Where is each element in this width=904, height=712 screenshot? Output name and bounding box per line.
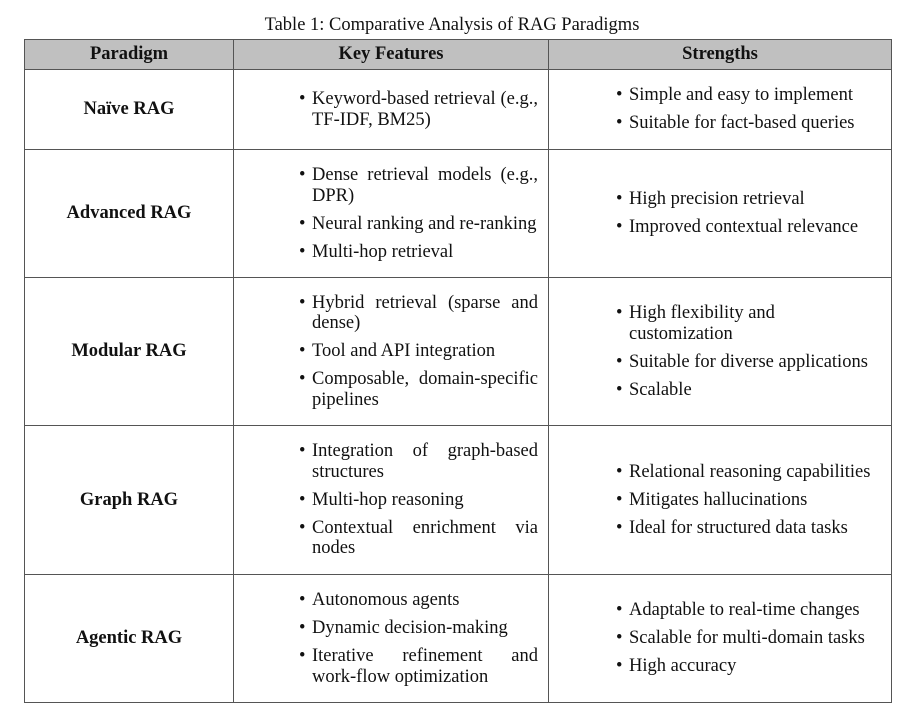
feature-text: Autonomous agents <box>312 590 460 610</box>
feature-list <box>299 292 538 411</box>
feature-item <box>299 441 538 482</box>
strength-text: Scalable <box>629 379 692 400</box>
strength-item <box>616 217 883 238</box>
feature-text: Integration of graph-based structures <box>312 441 538 482</box>
strength-text: Relational reasoning capabilities <box>629 461 871 482</box>
feature-item <box>299 590 538 611</box>
strength-item <box>616 113 883 134</box>
feature-item <box>299 213 538 235</box>
header-row <box>25 40 892 70</box>
features-cell <box>234 70 549 150</box>
bullet-icon: • <box>299 369 306 390</box>
feature-text: Neural ranking and re-ranking <box>312 213 537 234</box>
feature-text: Dense retrieval models (e.g., DPR) <box>312 165 538 206</box>
strength-text: High precision retrieval <box>629 189 805 210</box>
strength-item <box>616 489 883 511</box>
feature-list <box>299 89 538 130</box>
bullet-icon: • <box>299 590 306 610</box>
feature-item <box>299 241 538 263</box>
strength-text: Simple and easy to implement <box>629 85 854 106</box>
feature-text: Multi-hop retrieval <box>312 241 454 262</box>
feature-item <box>299 165 538 206</box>
strength-item <box>616 656 883 677</box>
bullet-icon: • <box>616 489 623 510</box>
strength-list <box>616 189 883 238</box>
header-key-features: Key Features <box>234 40 549 70</box>
bullet-icon: • <box>616 113 623 134</box>
strength-item <box>616 303 883 344</box>
feature-item <box>299 489 538 511</box>
strength-text: Adaptable to real-time changes <box>629 600 860 621</box>
strength-text: Ideal for structured data tasks <box>629 517 848 538</box>
strength-list <box>616 461 883 539</box>
features-cell <box>234 150 549 278</box>
header-strengths: Strengths <box>549 40 892 70</box>
bullet-icon: • <box>299 213 306 234</box>
paradigm-cell: Agentic RAG <box>25 575 234 703</box>
bullet-icon: • <box>299 646 306 666</box>
bullet-icon: • <box>299 241 306 262</box>
strength-item <box>616 189 883 210</box>
strength-item <box>616 351 883 373</box>
feature-item <box>299 646 538 687</box>
feature-text: Tool and API integration <box>312 341 496 362</box>
strength-text: Mitigates hallucinations <box>629 489 808 510</box>
strength-item <box>616 517 883 539</box>
bullet-icon: • <box>616 85 623 106</box>
bullet-icon: • <box>616 351 623 372</box>
strength-item <box>616 628 883 649</box>
feature-text: Composable, domain-specific pipelines <box>312 369 538 410</box>
strength-text: High flexibility and customization <box>629 303 775 344</box>
table-row <box>25 426 892 575</box>
bullet-icon: • <box>616 517 623 538</box>
strength-item <box>616 461 883 483</box>
bullet-icon: • <box>616 656 623 677</box>
strengths-cell <box>549 150 892 278</box>
paradigm-cell: Modular RAG <box>25 278 234 426</box>
comparison-table <box>24 39 892 703</box>
feature-text: Dynamic decision-making <box>312 618 508 638</box>
bullet-icon: • <box>616 600 623 621</box>
feature-text: Hybrid retrieval (sparse and dense) <box>312 292 538 334</box>
bullet-icon: • <box>616 303 623 323</box>
table-row <box>25 150 892 278</box>
strength-list <box>616 85 883 134</box>
bullet-icon: • <box>616 379 623 400</box>
bullet-icon: • <box>299 489 306 510</box>
strength-item <box>616 85 883 106</box>
paradigm-cell: Graph RAG <box>25 426 234 575</box>
bullet-icon: • <box>299 89 306 109</box>
bullet-icon: • <box>299 517 306 538</box>
features-cell <box>234 575 549 703</box>
table-row <box>25 575 892 703</box>
bullet-icon: • <box>616 628 623 649</box>
bullet-icon: • <box>616 217 623 238</box>
feature-item <box>299 292 538 334</box>
header-paradigm: Paradigm <box>25 40 234 70</box>
paradigm-cell: Advanced RAG <box>25 150 234 278</box>
strength-item <box>616 600 883 621</box>
bullet-icon: • <box>299 618 306 638</box>
strength-text: Improved contextual relevance <box>629 217 859 238</box>
table-row <box>25 70 892 150</box>
strengths-cell <box>549 575 892 703</box>
bullet-icon: • <box>299 292 306 313</box>
bullet-icon: • <box>616 461 623 482</box>
features-cell <box>234 278 549 426</box>
feature-text: Multi-hop reasoning <box>312 489 464 510</box>
strength-text: Scalable for multi-domain tasks <box>629 628 865 649</box>
strength-text: Suitable for diverse applications <box>629 351 868 372</box>
paradigm-cell: Naïve RAG <box>25 70 234 150</box>
feature-item <box>299 369 538 410</box>
feature-item <box>299 89 538 130</box>
strengths-cell <box>549 70 892 150</box>
strength-list <box>616 600 883 677</box>
features-cell <box>234 426 549 575</box>
feature-item <box>299 618 538 639</box>
feature-list <box>299 590 538 687</box>
table-caption: Table 1: Comparative Analysis of RAG Paradigms <box>264 15 640 35</box>
strength-text: Suitable for fact-based queries <box>629 113 855 134</box>
feature-item <box>299 517 538 559</box>
feature-list <box>299 441 538 559</box>
feature-text: Iterative refinement and work-flow optimization <box>312 646 538 687</box>
bullet-icon: • <box>299 165 306 185</box>
bullet-icon: • <box>299 341 306 362</box>
table-row <box>25 278 892 426</box>
strengths-cell <box>549 278 892 426</box>
strength-list <box>616 303 883 400</box>
bullet-icon: • <box>299 441 306 462</box>
feature-text: Keyword-based retrieval (e.g., TF-IDF, BM25) <box>312 89 538 130</box>
bullet-icon: • <box>616 189 623 210</box>
feature-list <box>299 165 538 262</box>
strength-item <box>616 379 883 401</box>
feature-item <box>299 341 538 362</box>
strengths-cell <box>549 426 892 575</box>
feature-text: Contextual enrichment via nodes <box>312 517 538 559</box>
strength-text: High accuracy <box>629 656 737 677</box>
